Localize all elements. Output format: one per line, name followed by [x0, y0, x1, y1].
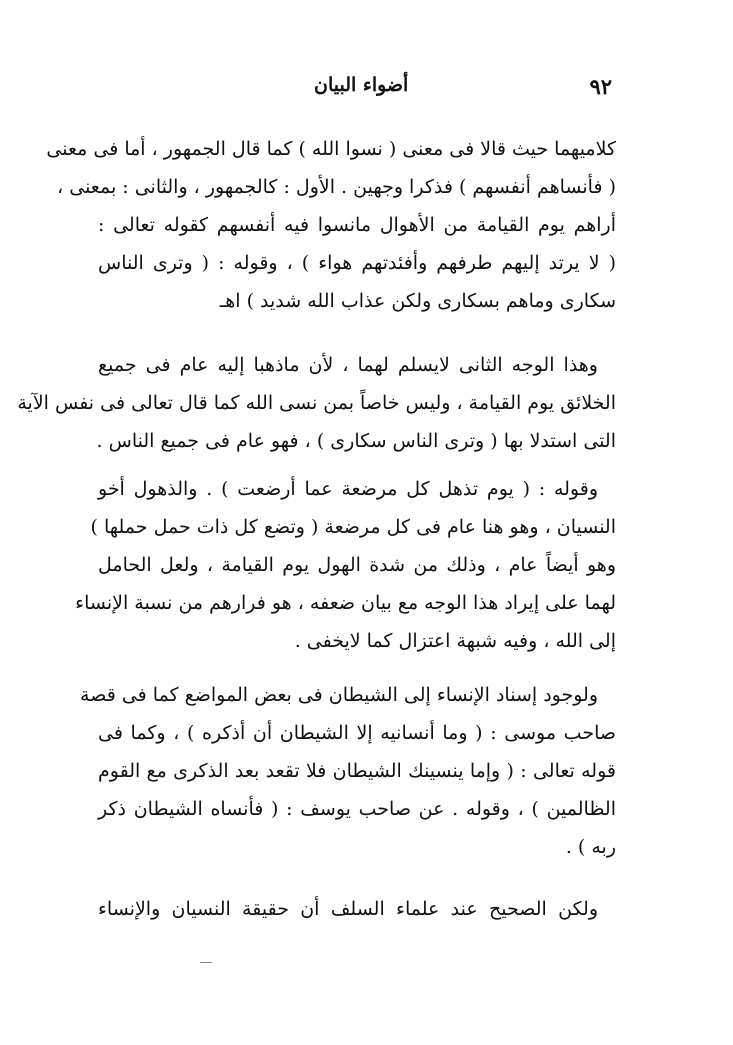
paragraph-2 [17, 346, 616, 460]
page-header [100, 74, 620, 104]
text-line: ولوجود إسناد الإنساء إلى الشيطان فى بعض المواضع كما فى قصة [80, 684, 598, 706]
text-line: سكارى وماهم بسكارى ولكن عذاب الله شديد ) اهـ [219, 290, 616, 312]
text-line: لهما على إيراد هذا الوجه مع بيان ضعفه ، هو فرارهم من نسبة الإنساء [75, 592, 616, 614]
text-line: التى استدلا بها ( وترى الناس سكارى ) ، فهو عام فى جميع الناس . [96, 430, 616, 452]
text-line: وهو أيضاً عام ، وذلك من شدة الهول يوم القيامة ، ولعل الحامل [98, 554, 616, 576]
text-line: الخلائق يوم القيامة ، وليس خاصاً بمن نسى الله كما قال تعالى فى نفس الآية [17, 392, 616, 414]
text-line: ولكن الصحيح عند علماء السلف أن حقيقة النسيان والإنساء [98, 898, 598, 920]
page-number: ٩٢ [589, 74, 612, 99]
text-line: ربه ) . [565, 836, 616, 858]
text-line: كلاميهما حيث قالا فى معنى ( نسوا الله ) كما قال الجمهور ، أما فى معنى [46, 138, 616, 160]
text-line: قوله تعالى : ( وإما ينسينك الشيطان فلا تقعد بعد الذكرى مع القوم [98, 760, 616, 782]
text-line: النسيان ، وهو هنا عام فى كل مرضعة ( وتضع كل ذات حمل حملها ) [90, 516, 616, 538]
text-line: إلى الله ، وفيه شبهة اعتزال كما لايخفى . [294, 630, 616, 652]
page-mark [200, 962, 212, 963]
paragraph-1 [46, 130, 616, 320]
text-line: وهذا الوجه الثانى لايسلم لهما ، لأن ماذهبا إليه عام فى جميع [98, 354, 598, 376]
paragraph-4 [80, 676, 616, 866]
paragraph-3 [75, 470, 616, 660]
book-title: أضواء البيان [314, 74, 409, 96]
text-line: أراهم يوم القيامة من الأهوال مانسوا فيه أنفسهم كقوله تعالى : [98, 214, 616, 236]
text-line: ( فأنساهم أنفسهم ) فذكرا وجهين . الأول : كالجمهور ، والثانى : بمعنى ، [57, 176, 616, 198]
text-line: ( لا يرتد إليهم طرفهم وأفئدتهم هواء ) ، وقوله : ( وترى الناس [98, 252, 616, 274]
text-line: الظالمين ) ، وقوله . عن صاحب يوسف : ( فأنساه الشيطان ذكر [98, 798, 616, 820]
text-line: صاحب موسى : ( وما أنسانيه إلا الشيطان أن أذكره ) ، وكما فى [98, 722, 616, 744]
text-line: وقوله : ( يوم تذهل كل مرضعة عما أرضعت ) . والذهول أخو [98, 478, 598, 500]
paragraph-5 [98, 890, 616, 928]
